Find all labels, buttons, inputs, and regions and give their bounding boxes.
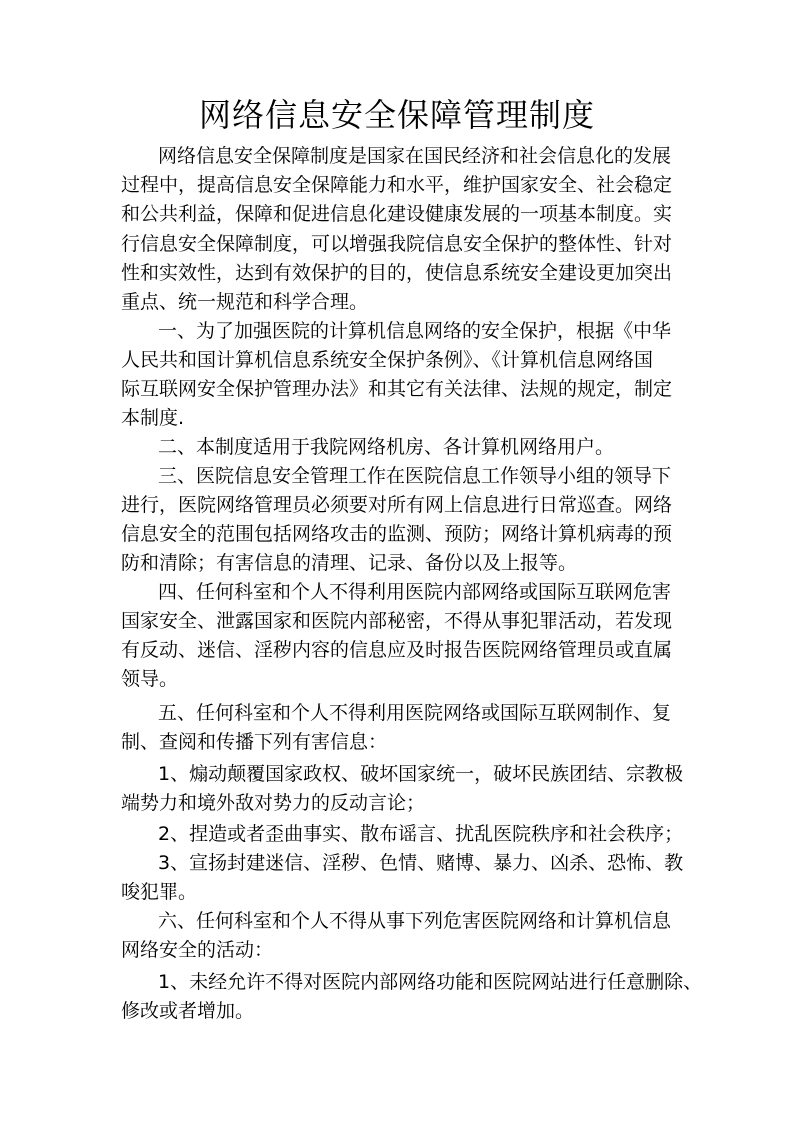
list-item-line: 1、煽动颠覆国家政权、破坏国家统一，破坏民族团结、宗教极	[158, 763, 684, 785]
paragraph-line: 四、任何科室和个人不得利用医院内部网络或国际互联网危害	[158, 581, 672, 603]
list-item-line: 2、捏造或者歪曲事实、散布谣言、扰乱医院秩序和社会秩序；	[158, 823, 684, 845]
paragraph-line: 国家安全、泄露国家和医院内部秘密，不得从事犯罪活动，若发现	[121, 610, 673, 632]
paragraph-line: 领导。	[121, 668, 179, 690]
paragraph-line: 三、医院信息安全管理工作在医院信息工作领导小组的领导下	[158, 465, 672, 487]
list-item-line: 修改或者增加。	[121, 1000, 255, 1022]
paragraph-line: 二、本制度适用于我院网络机房、各计算机网络用户。	[158, 436, 615, 458]
list-item-line: 唆犯罪。	[121, 881, 198, 903]
paragraph-line: 重点、统一规范和科学合理。	[121, 291, 369, 313]
paragraph-line: 人民共和国计算机信息系统安全保护条例》、《计算机信息网络国	[121, 349, 654, 371]
paragraph-line: 有反动、迷信、淫秽内容的信息应及时报告医院网络管理员或直属	[121, 639, 673, 661]
paragraph-line: 六、任何科室和个人不得从事下列危害医院网络和计算机信息	[158, 910, 672, 932]
paragraph-line: 过程中，提高信息安全保障能力和水平，维护国家安全、社会稳定	[121, 174, 673, 196]
paragraph-line: 行信息安全保障制度，可以增强我院信息安全保护的整体性、针对	[121, 233, 673, 255]
document-title: 网络信息安全保障管理制度	[198, 96, 595, 134]
paragraph-line: 本制度.	[121, 407, 185, 429]
paragraph-line: 网络安全的活动：	[121, 939, 274, 961]
list-item-line: 端势力和境外敌对势力的反动言论；	[121, 792, 426, 814]
paragraph-line: 防和清除；有害信息的清理、记录、备份以及上报等。	[121, 552, 578, 574]
paragraph-line: 一、为了加强医院的计算机信息网络的安全保护，根据《中华	[158, 320, 672, 342]
paragraph-line: 性和实效性，达到有效保护的目的，使信息系统安全建设更加突出	[121, 262, 673, 284]
list-item-line: 1、未经允许不得对医院内部网络功能和医院网站进行任意删除、	[158, 971, 703, 993]
paragraph-line: 际互联网安全保护管理办法》和其它有关法律、法规的规定，制定	[121, 378, 673, 400]
paragraph-line: 五、任何科室和个人不得利用医院网络或国际互联网制作、复	[158, 702, 672, 724]
paragraph-line: 进行，医院网络管理员必须要对所有网上信息进行日常巡查。网络	[121, 494, 673, 516]
paragraph-line: 网络信息安全保障制度是国家在国民经济和社会信息化的发展	[158, 145, 672, 167]
paragraph-line: 制、查阅和传播下列有害信息：	[121, 731, 388, 753]
list-item-line: 3、宣扬封建迷信、淫秽、色情、赌博、暴力、凶杀、恐怖、教	[158, 852, 684, 874]
paragraph-line: 信息安全的范围包括网络攻击的监测、预防；网络计算机病毒的预	[121, 523, 673, 545]
paragraph-line: 和公共利益，保障和促进信息化建设健康发展的一项基本制度。实	[121, 203, 673, 225]
